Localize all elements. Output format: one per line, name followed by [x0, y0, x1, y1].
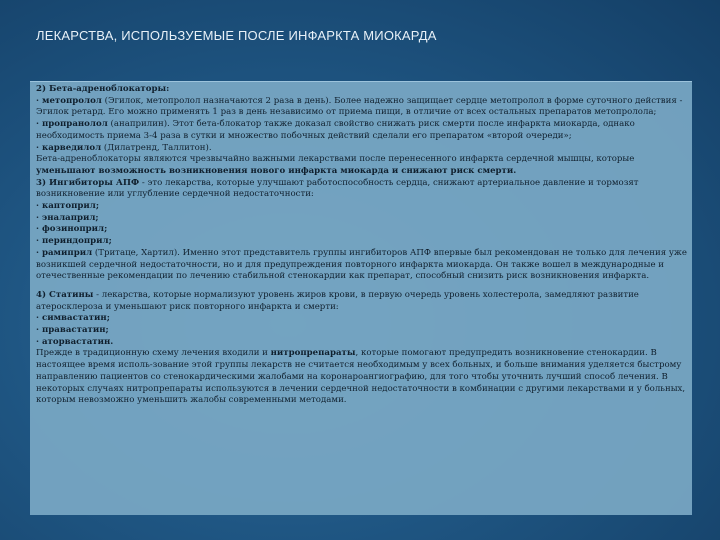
item-metoprolol: · метопролол (Эгилок, метопролол назначаются 2 раза в день). Более надежно защищает сердце метопролол в форме суточного действия - Эгилок ретард. Его можно применять 1 раз в день независимо от приема пищи, в отличие от всех остальных препаратов метопролола;	[36, 95, 683, 118]
section-statins: 4) Статины - лекарства, которые нормализуют уровень жиров крови, в первую очередь уровень холестерола, замедляют развитие атеросклероза и уменьшают риск повторного инфаркта и смерти:	[36, 289, 639, 312]
drug-name: · пропранолол	[36, 119, 108, 130]
item-simvastatin: · симвастатин;	[36, 313, 110, 324]
item-ramipril: · рамиприл (Тритаце, Хартил). Именно этот представитель группы ингибиторов АПФ впервые был рекомендован не только для лечения уже возникшей сердечной недостаточности, но и для предупреждения повторного инфаркта миокарда. Он также вошел в международные и отечественные рекомендации по лечению стабильной стенокардии как препарат, способный снизить риск возникновения инфаркта.	[36, 247, 687, 282]
item-pravastatin: · правастатин;	[36, 325, 109, 336]
item-enalapril: · эналаприл;	[36, 212, 99, 223]
drug-name: · метопролол	[36, 95, 102, 106]
section-ace-inhibitors: 3) Ингибиторы АПФ - это лекарства, которые улучшают работоспособность сердца, снижают артериальное давление и тормозят возникновение или углубление сердечной недостаточности:	[36, 177, 639, 200]
item-perindopril: · периндоприл;	[36, 236, 112, 247]
item-fosinopril: · фозиноприл;	[36, 224, 108, 235]
drug-name: · рамиприл	[36, 247, 93, 258]
drug-name: · карведилол	[36, 142, 102, 153]
slide-title: ЛЕКАРСТВА, ИСПОЛЬЗУЕМЫЕ ПОСЛЕ ИНФАРКТА МИОКАРДА	[36, 28, 437, 43]
item-atorvastatin: · аторвастатин.	[36, 336, 114, 347]
item-captopril: · каптоприл;	[36, 201, 100, 212]
item-propranolol: · пропранолол (анаприлин). Этот бета-блокатор также доказал свойство снижать риск смерти после инфаркта миокарда, однако необходимость приема 3-4 раза в сутки и множество побочных действий сделали его препаратом «второй очереди»;	[36, 119, 635, 141]
paragraph-gap	[36, 283, 688, 290]
content-text	[36, 84, 688, 407]
section-beta-blockers-heading: 2) Бета-адреноблокаторы:	[36, 84, 170, 94]
nitro-paragraph: Прежде в традиционную схему лечения входили и нитропрепараты, которые помогают предупредить возникновение стенокардии. В настоящее время исполь-зование этой группы лекарств не считается необходимым у всех больных, и больше внимания уделяется быстрому направлению пациентов со стенокардическими жалобами на коронароангиографию, для того чтобы уточнить лучший способ лечения. В некоторых случаях нитропрепараты используются в лечении сердечной недостаточности в комбинации с другими лекарствами и у больных, которым невозможно уменьшить жалобы современными методами.	[36, 348, 686, 406]
beta-blockers-summary: Бета-адреноблокаторы являются чрезвычайно важными лекарствами после перенесенного инфаркта сердечной мышцы, которые уменьшают возможность возникновения нового инфаркта миокарда и снижают риск смерти.	[36, 154, 635, 176]
item-carvedilol: · карведилол (Дилатренд, Таллитон).	[36, 142, 212, 153]
